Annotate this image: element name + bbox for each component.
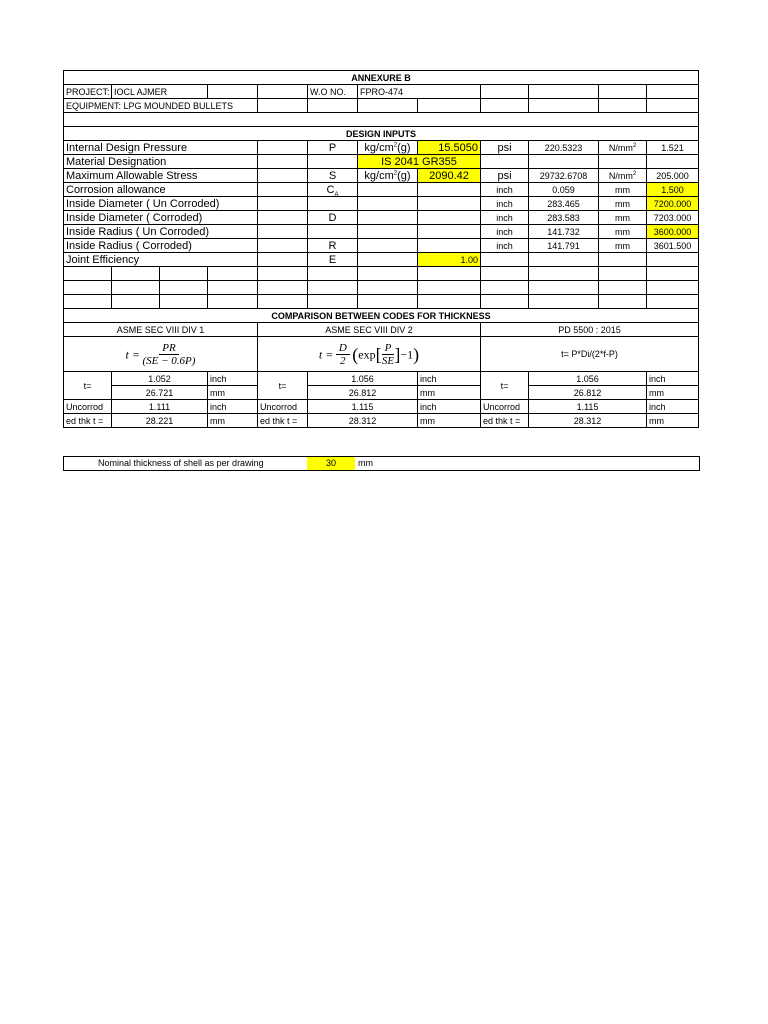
input-value2: 0.059 [529, 183, 599, 197]
div1-u-mm: 28.221 [112, 414, 208, 428]
input-value3: 7203.000 [647, 211, 699, 225]
unit-label: mm [647, 414, 699, 428]
input-unit3: mm [599, 211, 647, 225]
input-unit3: $N/mm^2$ [599, 141, 647, 155]
input-value2: 220.5323 [529, 141, 599, 155]
input-symbol: S [308, 169, 358, 183]
input-label: Joint Efficiency [64, 253, 258, 267]
code-header-div1: ASME SEC VIII DIV 1 [64, 323, 258, 337]
formula-div1: t = $\frac{PR}{(SE - 0.6P)}$ [64, 337, 258, 372]
input-symbol: P [308, 141, 358, 155]
input-value2: 283.583 [529, 211, 599, 225]
formula-div2: t = $\frac{D}{2}$ (exp[ $\frac{P}{SE}$ ]−1) [258, 337, 481, 372]
input-symbol: E [308, 253, 358, 267]
input-unit2: psi [481, 169, 529, 183]
input-label: Material Designation [64, 155, 258, 169]
input-value2: 141.732 [529, 225, 599, 239]
input-unit3: mm [599, 183, 647, 197]
uncorroded-label: Uncorrod [481, 400, 529, 414]
input-unit2: inch [481, 239, 529, 253]
input-value3: 3601.500 [647, 239, 699, 253]
uncorroded-label-2: ed thk t = [258, 414, 308, 428]
design-inputs-heading: DESIGN INPUTS [64, 127, 699, 141]
input-value2: 29732.6708 [529, 169, 599, 183]
input-symbol: $C_A$ [308, 183, 358, 197]
pd-u-mm: 28.312 [529, 414, 647, 428]
input-value2: 141.791 [529, 239, 599, 253]
wo-value[interactable]: FPRO-474 [358, 85, 481, 99]
input-unit3: mm [599, 197, 647, 211]
unit-label: mm [647, 386, 699, 400]
input-value-corrosion[interactable]: 1.500 [647, 183, 699, 197]
input-unit2: inch [481, 225, 529, 239]
input-label: Internal Design Pressure [64, 141, 258, 155]
unit-label: inch [647, 372, 699, 386]
input-unit: $kg/cm^2(g)$ [358, 141, 418, 155]
div2-t-mm: 26.812 [308, 386, 418, 400]
comparison-heading: COMPARISON BETWEEN CODES FOR THICKNESS [64, 309, 699, 323]
input-unit2: psi [481, 141, 529, 155]
div2-u-mm: 28.312 [308, 414, 418, 428]
uncorroded-label: Uncorrod [64, 400, 112, 414]
input-value3: 1.521 [647, 141, 699, 155]
material-value[interactable]: IS 2041 GR355 [358, 155, 481, 169]
input-value-diameter[interactable]: 7200.000 [647, 197, 699, 211]
project-value[interactable]: IOCL AJMER [112, 85, 208, 99]
input-unit3: mm [599, 225, 647, 239]
unit-label: inch [418, 400, 481, 414]
input-value-stress[interactable]: 2090.42 [418, 169, 481, 183]
nominal-label: Nominal thickness of shell as per drawing [98, 458, 264, 468]
unit-label: inch [418, 372, 481, 386]
input-label: Corrosion allowance [64, 183, 258, 197]
unit-label: mm [418, 414, 481, 428]
annexure-sheet [63, 70, 699, 428]
input-unit2: inch [481, 197, 529, 211]
uncorroded-label: Uncorrod [258, 400, 308, 414]
code-header-pd5500: PD 5500 : 2015 [481, 323, 699, 337]
annexure-title: ANNEXURE B [64, 71, 699, 85]
nominal-value[interactable]: 30 [307, 457, 355, 470]
div2-t-inch: 1.056 [308, 372, 418, 386]
pd-t-inch: 1.056 [529, 372, 647, 386]
input-unit3: $N/mm^2$ [599, 169, 647, 183]
input-label: Inside Radius ( Corroded) [64, 239, 258, 253]
div1-t-mm: 26.721 [112, 386, 208, 400]
input-symbol: R [308, 239, 358, 253]
input-unit: $kg/cm^2(g)$ [358, 169, 418, 183]
div1-t-inch: 1.052 [112, 372, 208, 386]
uncorroded-label-2: ed thk t = [64, 414, 112, 428]
input-label: Inside Diameter ( Corroded) [64, 211, 258, 225]
input-unit2: inch [481, 211, 529, 225]
formula-pd5500: t= P*Di/(2*f-P) [481, 337, 699, 372]
input-symbol: D [308, 211, 358, 225]
equipment-label: EQUIPMENT: LPG MOUNDED BULLETS [64, 99, 258, 113]
input-value2: 283.465 [529, 197, 599, 211]
code-header-div2: ASME SEC VIII DIV 2 [258, 323, 481, 337]
input-value-radius[interactable]: 3600.000 [647, 225, 699, 239]
unit-label: inch [208, 372, 258, 386]
input-value3: 205.000 [647, 169, 699, 183]
input-value-pressure[interactable]: 15.5050 [418, 141, 481, 155]
pd-u-inch: 1.115 [529, 400, 647, 414]
input-label: Maximum Allowable Stress [64, 169, 258, 183]
input-unit3: mm [599, 239, 647, 253]
wo-label: W.O NO. [308, 85, 358, 99]
t-label: t= [258, 372, 308, 400]
input-value-efficiency[interactable]: 1.00 [418, 253, 481, 267]
input-label: Inside Diameter ( Un Corroded) [64, 197, 258, 211]
project-label: PROJECT: [64, 85, 112, 99]
nominal-thickness-row [63, 456, 700, 471]
div2-u-inch: 1.115 [308, 400, 418, 414]
unit-label: mm [208, 414, 258, 428]
input-unit2: inch [481, 183, 529, 197]
unit-label: inch [647, 400, 699, 414]
pd-t-mm: 26.812 [529, 386, 647, 400]
t-label: t= [481, 372, 529, 400]
unit-label: mm [208, 386, 258, 400]
unit-label: inch [208, 400, 258, 414]
uncorroded-label-2: ed thk t = [481, 414, 529, 428]
t-label: t= [64, 372, 112, 400]
div1-u-inch: 1.111 [112, 400, 208, 414]
unit-label: mm [418, 386, 481, 400]
nominal-unit: mm [358, 458, 373, 468]
input-label: Inside Radius ( Un Corroded) [64, 225, 258, 239]
